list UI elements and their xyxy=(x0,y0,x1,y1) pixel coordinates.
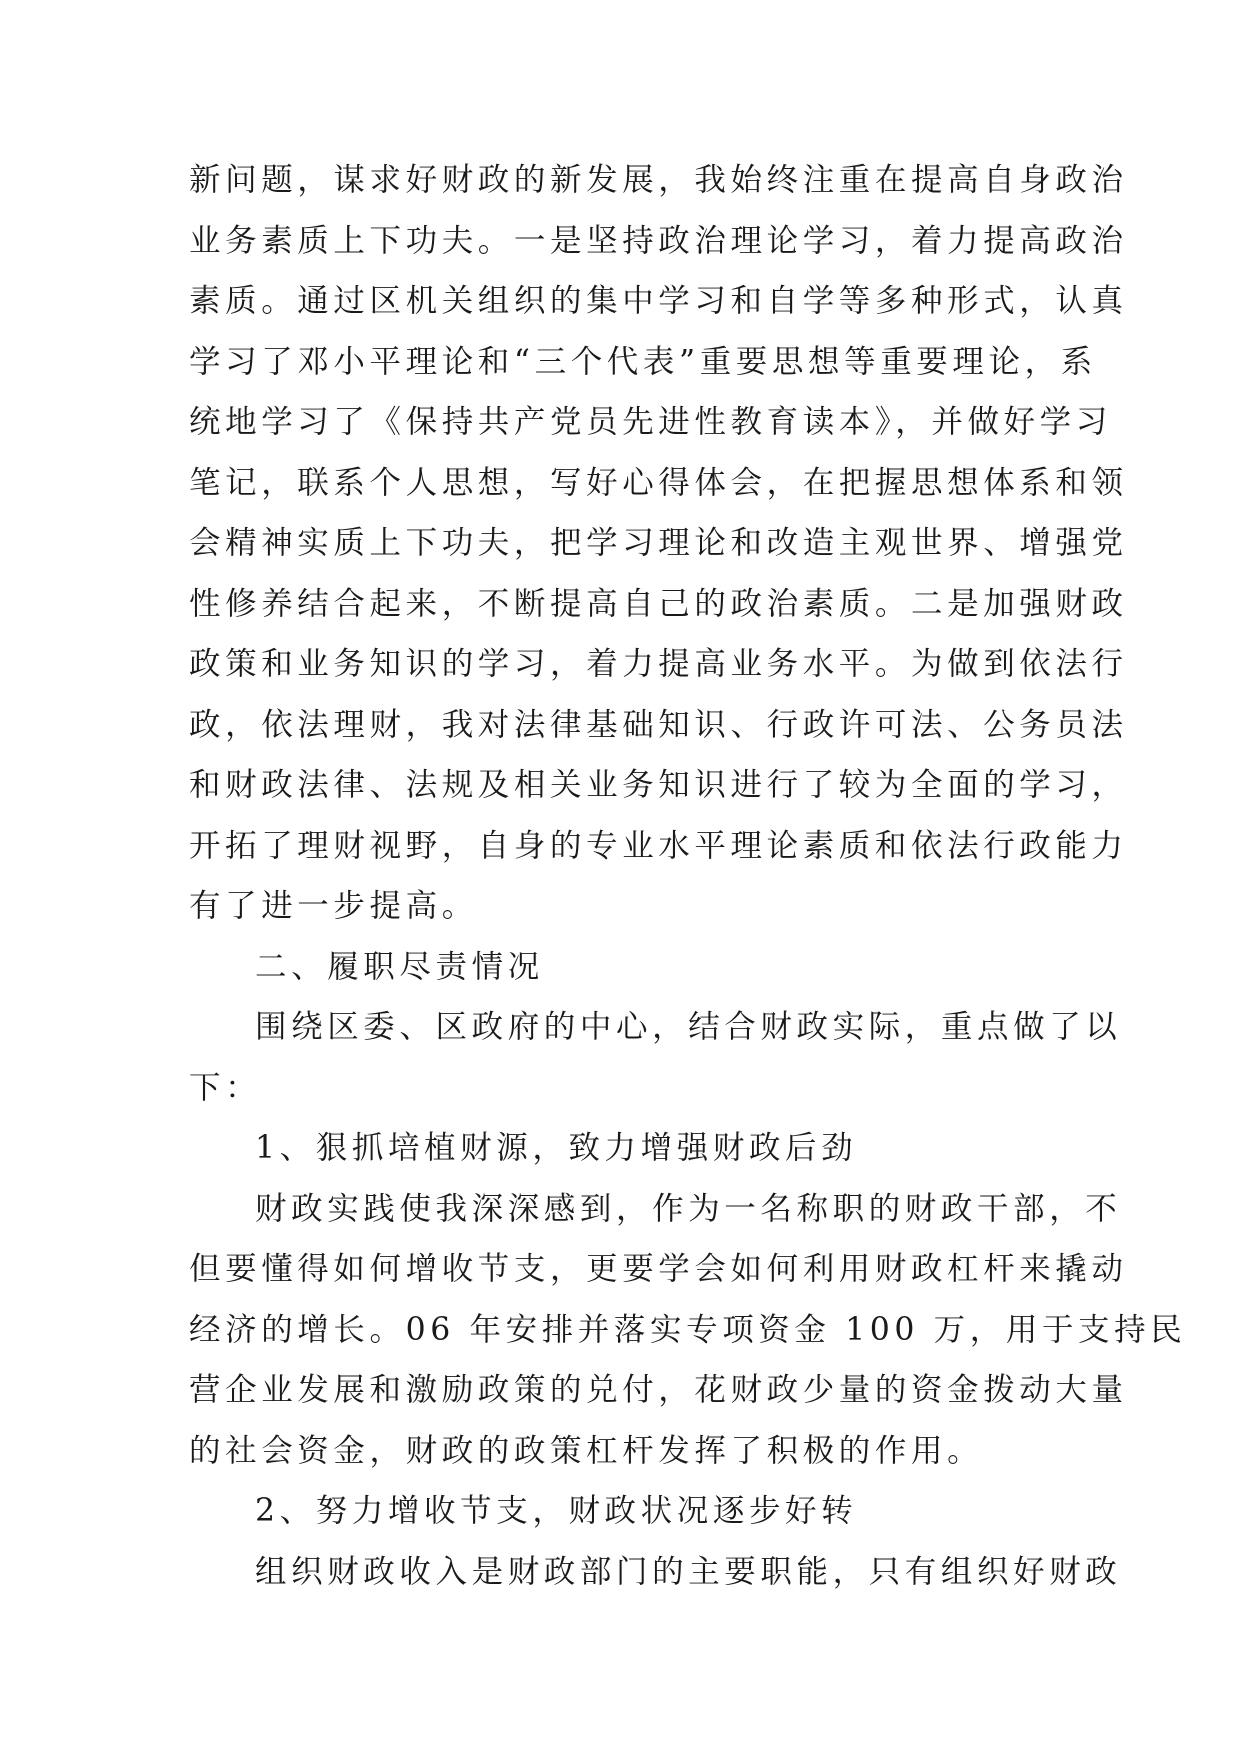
text-line: 营企业发展和激励政策的兑付，花财政少量的资金拨动大量 xyxy=(189,1372,1128,1408)
text-line: 开拓了理财视野，自身的专业水平理论素质和依法行政能力 xyxy=(189,827,1128,864)
text-line: 围绕区委、区政府的中心，结合财政实际，重点做了以 xyxy=(255,1009,1122,1045)
text-line: 组织财政收入是财政部门的主要职能，只有组织好财政 xyxy=(255,1553,1122,1590)
text-line: 1、狠抓培植财源，致力增强财政后劲 xyxy=(255,1130,858,1166)
text-line: 有了进一步提高。 xyxy=(189,888,478,924)
text-line: 下： xyxy=(189,1069,262,1106)
text-line: 经济的增长。06 年安排并落实专项资金 100 万，用于支持民 xyxy=(189,1311,1187,1348)
text-line: 但要懂得如何增收节支，更要学会如何利用财政杠杆来撬动 xyxy=(189,1251,1128,1287)
text-line: 政策和业务知识的学习，着力提高业务水平。为做到依法行 xyxy=(189,646,1128,682)
text-line: 二、履职尽责情况 xyxy=(255,948,544,985)
text-line: 和财政法律、法规及相关业务知识进行了较为全面的学习， xyxy=(189,767,1128,803)
text-line: 财政实践使我深深感到，作为一名称职的财政干部，不 xyxy=(255,1190,1122,1227)
text-line: 的社会资金，财政的政策杠杆发挥了积极的作用。 xyxy=(189,1432,984,1469)
text-line: 统地学习了《保持共产党员先进性教育读本》，并做好学习 xyxy=(189,404,1112,440)
text-line: 性修养结合起来，不断提高自己的政治素质。二是加强财政 xyxy=(189,585,1128,622)
text-line: 政，依法理财，我对法律基础知识、行政许可法、公务员法 xyxy=(189,706,1128,743)
text-line: 会精神实质上下功夫，把学习理论和改造主观世界、增强党 xyxy=(189,525,1128,561)
text-line: 业务素质上下功夫。一是坚持政治理论学习，着力提高政治 xyxy=(189,222,1128,259)
text-line: 2、努力增收节支，财政状况逐步好转 xyxy=(255,1493,858,1529)
text-line: 新问题，谋求好财政的新发展，我始终注重在提高自身政治 xyxy=(189,162,1128,198)
text-line: 素质。通过区机关组织的集中学习和自学等多种形式，认真 xyxy=(189,283,1128,319)
text-line: 学习了邓小平理论和“三个代表”重要思想等重要理论，系 xyxy=(189,343,1097,380)
document-body xyxy=(189,150,1187,1602)
text-line: 笔记，联系个人思想，写好心得体会，在把握思想体系和领 xyxy=(189,464,1128,501)
